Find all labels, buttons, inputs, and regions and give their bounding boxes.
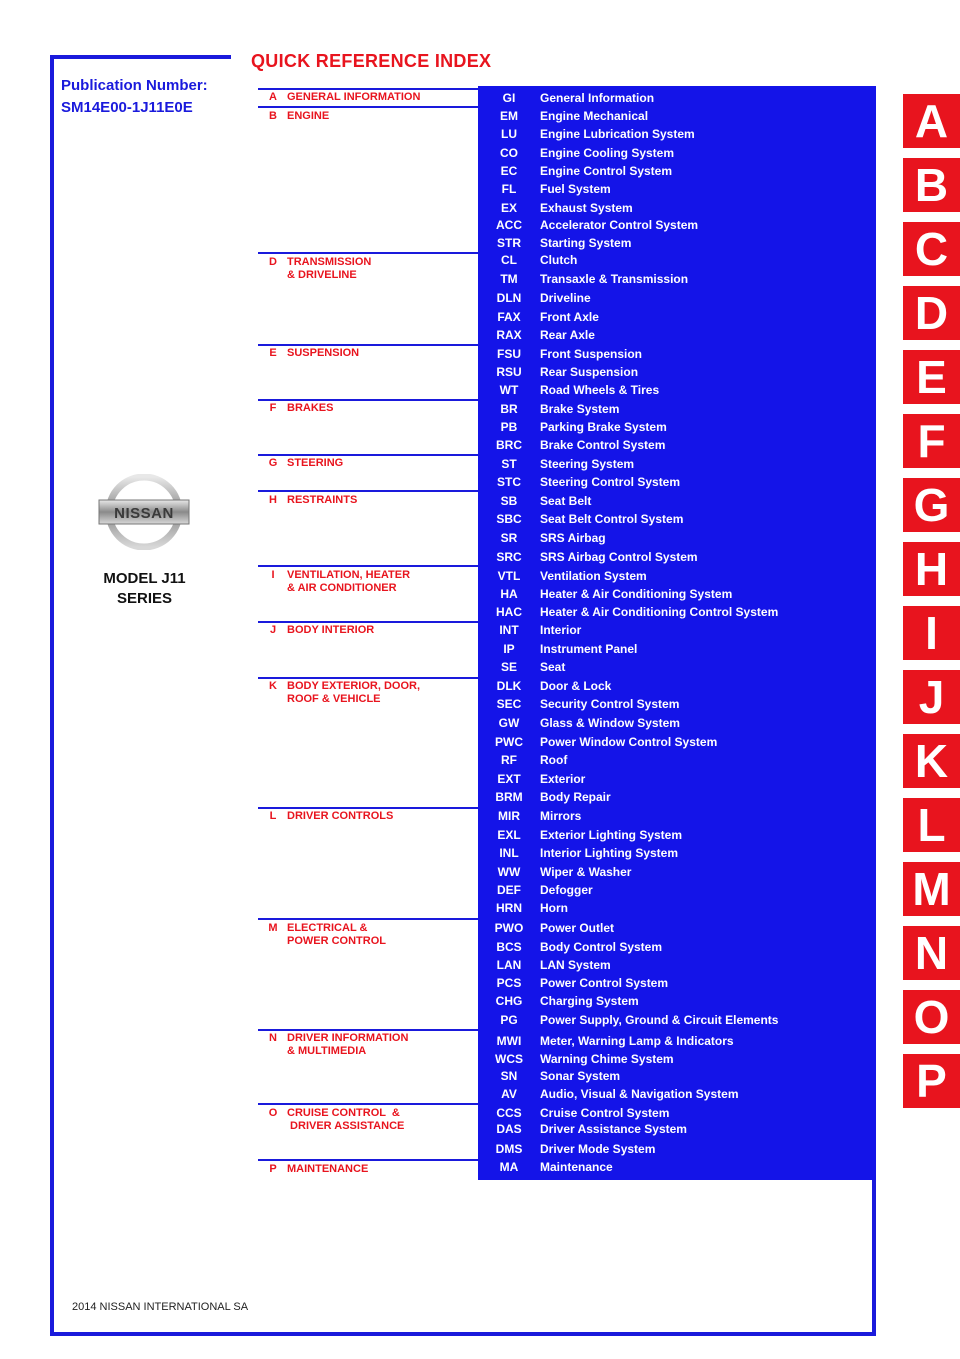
section-divider bbox=[258, 565, 478, 567]
index-code[interactable]: FAX bbox=[497, 310, 521, 324]
tab-label: F bbox=[917, 415, 946, 467]
index-row[interactable] bbox=[478, 1067, 876, 1085]
section-name[interactable]: SUSPENSION bbox=[287, 347, 360, 359]
index-code[interactable]: MA bbox=[499, 1160, 519, 1174]
index-row[interactable] bbox=[478, 381, 876, 399]
section-name[interactable]: DRIVER INFORMATION & MULTIMEDIA bbox=[287, 1032, 409, 1057]
index-row[interactable] bbox=[478, 180, 876, 198]
index-row[interactable] bbox=[478, 695, 876, 713]
index-row[interactable] bbox=[478, 826, 876, 844]
index-row[interactable] bbox=[478, 899, 876, 917]
index-code[interactable]: DAS bbox=[496, 1122, 522, 1136]
index-code[interactable]: PCS bbox=[496, 976, 522, 990]
index-row[interactable] bbox=[478, 1032, 876, 1050]
section-divider bbox=[258, 88, 478, 90]
index-code[interactable]: IP bbox=[503, 642, 515, 656]
index-code[interactable]: SR bbox=[500, 531, 518, 545]
index-code[interactable]: RAX bbox=[496, 328, 522, 342]
section-divider bbox=[258, 1029, 478, 1031]
index-title[interactable]: Cruise Control System bbox=[540, 1106, 670, 1120]
index-code[interactable]: LAN bbox=[496, 958, 522, 972]
index-title[interactable]: Engine Mechanical bbox=[540, 109, 649, 123]
model-line-2: SERIES bbox=[116, 590, 173, 607]
index-title[interactable]: Meter, Warning Lamp & Indicators bbox=[540, 1034, 734, 1048]
index-code[interactable]: GW bbox=[498, 716, 520, 730]
frame-right-line bbox=[872, 1178, 876, 1336]
section-divider bbox=[258, 252, 478, 254]
index-row[interactable] bbox=[478, 510, 876, 528]
index-title[interactable]: Clutch bbox=[540, 253, 578, 267]
index-code[interactable]: STC bbox=[497, 475, 521, 489]
index-code[interactable]: SB bbox=[500, 494, 518, 508]
index-title[interactable]: Exterior bbox=[540, 772, 586, 786]
index-row[interactable] bbox=[478, 974, 876, 992]
index-row[interactable] bbox=[478, 418, 876, 436]
index-code[interactable]: GI bbox=[502, 91, 516, 105]
section-divider bbox=[258, 454, 478, 456]
index-title[interactable]: Exhaust System bbox=[540, 201, 633, 215]
section-letter: M bbox=[268, 922, 278, 934]
tab-label: I bbox=[925, 607, 938, 659]
index-row[interactable] bbox=[478, 492, 876, 510]
index-title[interactable]: Heater & Air Conditioning Control System bbox=[540, 605, 779, 619]
section-divider bbox=[258, 399, 478, 401]
index-title[interactable]: Fuel System bbox=[540, 182, 611, 196]
index-title[interactable]: Transaxle & Transmission bbox=[540, 272, 689, 286]
index-title[interactable]: Defogger bbox=[540, 883, 593, 897]
index-code[interactable]: MWI bbox=[496, 1034, 522, 1048]
index-code[interactable]: SRC bbox=[496, 550, 522, 564]
tab-label: O bbox=[913, 991, 950, 1043]
section-letter: E bbox=[269, 347, 277, 359]
index-code[interactable]: BR bbox=[500, 402, 518, 416]
index-title[interactable]: Maintenance bbox=[540, 1160, 613, 1174]
index-code[interactable]: DMS bbox=[495, 1142, 523, 1156]
section-divider bbox=[258, 677, 478, 679]
section-name[interactable]: ENGINE bbox=[287, 110, 330, 122]
frame-left-line bbox=[50, 55, 54, 1336]
section-letter: N bbox=[269, 1032, 277, 1044]
index-title[interactable]: Seat bbox=[540, 660, 566, 674]
section-name[interactable]: ELECTRICAL & POWER CONTROL bbox=[287, 922, 386, 947]
section-divider bbox=[258, 344, 478, 346]
index-row[interactable] bbox=[478, 938, 876, 956]
index-code[interactable]: HA bbox=[500, 587, 518, 601]
index-code[interactable]: AV bbox=[501, 1087, 517, 1101]
section-divider bbox=[258, 621, 478, 623]
index-row[interactable] bbox=[478, 473, 876, 491]
index-code[interactable]: BCS bbox=[496, 940, 522, 954]
section-name[interactable]: TRANSMISSION & DRIVELINE bbox=[287, 256, 372, 281]
tab-label: B bbox=[914, 159, 949, 211]
tab-h[interactable] bbox=[903, 540, 960, 596]
index-row[interactable] bbox=[478, 1120, 876, 1138]
index-code[interactable]: DLK bbox=[496, 679, 522, 693]
tab-label: N bbox=[914, 927, 949, 979]
index-title[interactable]: Road Wheels & Tires bbox=[540, 383, 660, 397]
index-title[interactable]: Audio, Visual & Navigation System bbox=[540, 1087, 739, 1101]
index-row[interactable] bbox=[478, 326, 876, 344]
index-code[interactable]: PG bbox=[500, 1013, 518, 1027]
index-title[interactable]: Rear Axle bbox=[540, 328, 595, 342]
index-row[interactable] bbox=[478, 1011, 876, 1029]
index-row[interactable] bbox=[478, 363, 876, 381]
index-code[interactable]: EXL bbox=[497, 828, 521, 842]
index-title[interactable]: Engine Control System bbox=[540, 164, 673, 178]
index-row[interactable] bbox=[478, 1050, 876, 1068]
index-code[interactable]: PWC bbox=[495, 735, 523, 749]
index-title[interactable]: Power Supply, Ground & Circuit Elements bbox=[540, 1013, 779, 1027]
index-title[interactable]: Roof bbox=[540, 753, 568, 767]
index-title[interactable]: Seat Belt Control System bbox=[540, 512, 684, 526]
index-code[interactable]: BRM bbox=[495, 790, 523, 804]
index-code[interactable]: EX bbox=[500, 201, 517, 215]
model-line-1: MODEL J11 bbox=[103, 570, 186, 587]
index-title[interactable]: Rear Suspension bbox=[540, 365, 639, 379]
section-name[interactable]: VENTILATION, HEATER & AIR CONDITIONER bbox=[287, 569, 411, 594]
tab-label: D bbox=[914, 287, 949, 339]
index-code[interactable]: CHG bbox=[495, 994, 523, 1008]
section-letter: P bbox=[269, 1163, 277, 1175]
index-row[interactable] bbox=[478, 548, 876, 566]
index-title[interactable]: Power Control System bbox=[540, 976, 669, 990]
index-code[interactable]: CCS bbox=[496, 1106, 522, 1120]
tab-o[interactable] bbox=[903, 988, 960, 1044]
index-title[interactable]: Accelerator Control System bbox=[540, 218, 699, 232]
tab-p[interactable] bbox=[903, 1052, 960, 1108]
tab-e[interactable] bbox=[903, 348, 960, 404]
index-title[interactable]: Glass & Window System bbox=[540, 716, 680, 730]
index-code[interactable]: PB bbox=[500, 420, 518, 434]
tab-m[interactable] bbox=[903, 860, 960, 916]
tab-label: G bbox=[913, 479, 950, 531]
section-name[interactable]: RESTRAINTS bbox=[287, 494, 358, 506]
index-title[interactable]: Warning Chime System bbox=[540, 1052, 674, 1066]
index-row[interactable] bbox=[478, 807, 876, 825]
tab-l[interactable] bbox=[903, 796, 960, 852]
index-title[interactable]: Interior bbox=[540, 623, 582, 637]
index-code[interactable]: WT bbox=[499, 383, 519, 397]
index-row[interactable] bbox=[478, 640, 876, 658]
nissan-logo-text: NISSAN bbox=[114, 505, 174, 522]
index-title[interactable]: Power Outlet bbox=[540, 921, 615, 935]
section-letter: L bbox=[269, 810, 277, 822]
index-row[interactable] bbox=[478, 603, 876, 621]
section-divider bbox=[258, 1159, 478, 1161]
index-title[interactable]: Brake Control System bbox=[540, 438, 666, 452]
index-title[interactable]: Mirrors bbox=[540, 809, 582, 823]
index-title[interactable]: LAN System bbox=[540, 958, 611, 972]
section-name[interactable]: GENERAL INFORMATION bbox=[287, 91, 421, 103]
index-title[interactable]: Power Window Control System bbox=[540, 735, 718, 749]
index-code[interactable]: DEF bbox=[497, 883, 521, 897]
section-letter: B bbox=[269, 110, 277, 122]
tab-f[interactable] bbox=[903, 412, 960, 468]
index-row[interactable] bbox=[478, 455, 876, 473]
tab-label: J bbox=[918, 671, 945, 723]
index-code[interactable]: SN bbox=[500, 1069, 518, 1083]
index-title[interactable]: Interior Lighting System bbox=[540, 846, 679, 860]
index-code[interactable]: CL bbox=[501, 253, 517, 267]
index-row[interactable] bbox=[478, 270, 876, 288]
index-row[interactable] bbox=[478, 199, 876, 217]
index-title[interactable]: Horn bbox=[540, 901, 568, 915]
publication-number: SM14E00-1J11E0E bbox=[61, 99, 193, 116]
index-code[interactable]: TM bbox=[500, 272, 518, 286]
index-row[interactable] bbox=[478, 788, 876, 806]
publication-label: Publication Number: bbox=[61, 77, 208, 94]
tab-g[interactable] bbox=[903, 476, 960, 532]
index-row[interactable] bbox=[478, 751, 876, 769]
index-row[interactable] bbox=[478, 1140, 876, 1158]
index-title[interactable]: Charging System bbox=[540, 994, 639, 1008]
index-title[interactable]: SRS Airbag Control System bbox=[540, 550, 698, 564]
index-row[interactable] bbox=[478, 844, 876, 862]
index-title[interactable]: SRS Airbag bbox=[540, 531, 606, 545]
index-code[interactable]: SE bbox=[500, 660, 517, 674]
nissan-logo bbox=[97, 474, 191, 550]
index-title[interactable]: Engine Cooling System bbox=[540, 146, 675, 160]
section-name[interactable]: BODY INTERIOR bbox=[287, 624, 375, 636]
section-name[interactable]: STEERING bbox=[287, 457, 344, 469]
index-row[interactable] bbox=[478, 956, 876, 974]
index-title[interactable]: Front Axle bbox=[540, 310, 599, 324]
index-code[interactable]: LU bbox=[501, 127, 517, 141]
tab-label: L bbox=[917, 799, 946, 851]
index-title[interactable]: Ventilation System bbox=[540, 569, 647, 583]
tab-k[interactable] bbox=[903, 732, 960, 788]
tab-d[interactable] bbox=[903, 284, 960, 340]
index-row[interactable] bbox=[478, 234, 876, 252]
index-title[interactable]: Steering Control System bbox=[540, 475, 681, 489]
tab-i[interactable] bbox=[903, 604, 960, 660]
index-row[interactable] bbox=[478, 308, 876, 326]
copyright: 2014 NISSAN INTERNATIONAL SA bbox=[72, 1301, 249, 1313]
index-title[interactable]: Wiper & Washer bbox=[540, 865, 632, 879]
index-title[interactable]: Brake System bbox=[540, 402, 620, 416]
index-code[interactable]: DLN bbox=[496, 291, 522, 305]
section-name[interactable]: BODY EXTERIOR, DOOR, ROOF & VEHICLE bbox=[287, 680, 421, 705]
tab-label: A bbox=[914, 95, 949, 147]
section-name[interactable]: MAINTENANCE bbox=[287, 1163, 369, 1175]
index-title[interactable]: Engine Lubrication System bbox=[540, 127, 695, 141]
index-row[interactable] bbox=[478, 89, 876, 107]
index-row[interactable] bbox=[478, 1085, 876, 1103]
section-letter: F bbox=[269, 402, 277, 414]
tab-label: K bbox=[914, 735, 949, 787]
index-code[interactable]: SBC bbox=[496, 512, 522, 526]
index-row[interactable] bbox=[478, 216, 876, 234]
index-code[interactable]: WW bbox=[497, 865, 521, 879]
index-row[interactable] bbox=[478, 919, 876, 937]
index-title[interactable]: General Information bbox=[540, 91, 655, 105]
index-title[interactable]: Driveline bbox=[540, 291, 591, 305]
index-row[interactable] bbox=[478, 144, 876, 162]
index-code[interactable]: ST bbox=[501, 457, 517, 471]
tab-j[interactable] bbox=[903, 668, 960, 724]
index-title[interactable]: Driver Assistance System bbox=[540, 1122, 687, 1136]
section-letter: O bbox=[268, 1107, 278, 1119]
index-row[interactable] bbox=[478, 733, 876, 751]
index-title[interactable]: Front Suspension bbox=[540, 347, 642, 361]
tab-a[interactable] bbox=[903, 92, 960, 148]
index-code[interactable]: ACC bbox=[496, 218, 522, 232]
index-title[interactable]: Starting System bbox=[540, 236, 632, 250]
page-title: QUICK REFERENCE INDEX bbox=[251, 51, 492, 71]
section-name[interactable]: DRIVER CONTROLS bbox=[287, 810, 394, 822]
section-letter: H bbox=[269, 494, 277, 506]
section-divider bbox=[258, 490, 478, 492]
model-label bbox=[72, 569, 217, 609]
index-code[interactable]: SEC bbox=[496, 697, 522, 711]
index-row[interactable] bbox=[478, 863, 876, 881]
index-title[interactable]: Driver Mode System bbox=[540, 1142, 656, 1156]
index-title[interactable]: Parking Brake System bbox=[540, 420, 667, 434]
index-code[interactable]: EC bbox=[500, 164, 518, 178]
index-row[interactable] bbox=[478, 436, 876, 454]
section-name[interactable]: CRUISE CONTROL & DRIVER ASSISTANCE bbox=[287, 1107, 405, 1132]
index-code[interactable]: BRC bbox=[496, 438, 522, 452]
index-code[interactable]: VTL bbox=[497, 569, 521, 583]
tab-label: M bbox=[912, 863, 951, 915]
section-name[interactable]: BRAKES bbox=[287, 402, 334, 414]
index-row[interactable] bbox=[478, 1158, 876, 1176]
section-letter: I bbox=[271, 569, 275, 581]
index-code[interactable]: WCS bbox=[495, 1052, 523, 1066]
index-row[interactable] bbox=[478, 770, 876, 788]
tab-label: P bbox=[916, 1055, 947, 1107]
index-code[interactable]: HAC bbox=[496, 605, 522, 619]
index-row[interactable] bbox=[478, 400, 876, 418]
index-title[interactable]: Steering System bbox=[540, 457, 635, 471]
index-row[interactable] bbox=[478, 567, 876, 585]
index-code[interactable]: PWO bbox=[494, 921, 524, 935]
index-title[interactable]: Security Control System bbox=[540, 697, 680, 711]
tab-c[interactable] bbox=[903, 220, 960, 276]
index-row[interactable] bbox=[478, 621, 876, 639]
index-row[interactable] bbox=[478, 107, 876, 125]
index-title[interactable]: Seat Belt bbox=[540, 494, 592, 508]
index-row[interactable] bbox=[478, 881, 876, 899]
index-code[interactable]: FSU bbox=[497, 347, 521, 361]
section-divider bbox=[258, 807, 478, 809]
tab-b[interactable] bbox=[903, 156, 960, 212]
frame-top-line bbox=[50, 55, 231, 59]
section-divider bbox=[258, 106, 478, 108]
section-letter: A bbox=[269, 91, 277, 103]
index-title[interactable]: Sonar System bbox=[540, 1069, 621, 1083]
section-divider bbox=[258, 918, 478, 920]
index-row[interactable] bbox=[478, 992, 876, 1010]
index-row[interactable] bbox=[478, 585, 876, 603]
tab-label: C bbox=[914, 223, 949, 275]
index-row[interactable] bbox=[478, 125, 876, 143]
index-row[interactable] bbox=[478, 251, 876, 269]
section-letter: K bbox=[269, 680, 277, 692]
section-divider bbox=[258, 1103, 478, 1105]
index-title[interactable]: Exterior Lighting System bbox=[540, 828, 683, 842]
section-letter: D bbox=[269, 256, 277, 268]
section-letter: J bbox=[269, 624, 277, 636]
index-code[interactable]: STR bbox=[497, 236, 521, 250]
section-letter: G bbox=[268, 457, 278, 469]
index-row[interactable] bbox=[478, 345, 876, 363]
index-code[interactable]: RSU bbox=[496, 365, 522, 379]
index-code[interactable]: INL bbox=[499, 846, 519, 860]
frame-bottom-line bbox=[50, 1332, 876, 1336]
index-title[interactable]: Instrument Panel bbox=[540, 642, 638, 656]
index-title[interactable]: Body Control System bbox=[540, 940, 663, 954]
index-row[interactable] bbox=[478, 289, 876, 307]
index-code[interactable]: HRN bbox=[496, 901, 522, 915]
index-code[interactable]: FL bbox=[501, 182, 517, 196]
index-code[interactable]: CO bbox=[500, 146, 518, 160]
index-code[interactable]: MIR bbox=[498, 809, 520, 823]
index-code[interactable]: EM bbox=[500, 109, 518, 123]
tab-label: H bbox=[914, 543, 949, 595]
index-title[interactable]: Door & Lock bbox=[540, 679, 612, 693]
index-row[interactable] bbox=[478, 162, 876, 180]
index-code[interactable]: INT bbox=[499, 623, 519, 637]
index-row[interactable] bbox=[478, 658, 876, 676]
index-code[interactable]: EXT bbox=[497, 772, 521, 786]
tab-label: E bbox=[916, 351, 947, 403]
index-title[interactable]: Heater & Air Conditioning System bbox=[540, 587, 733, 601]
index-row[interactable] bbox=[478, 529, 876, 547]
index-row[interactable] bbox=[478, 677, 876, 695]
index-code[interactable]: RF bbox=[501, 753, 517, 767]
index-title[interactable]: Body Repair bbox=[540, 790, 611, 804]
tab-n[interactable] bbox=[903, 924, 960, 980]
index-row[interactable] bbox=[478, 714, 876, 732]
